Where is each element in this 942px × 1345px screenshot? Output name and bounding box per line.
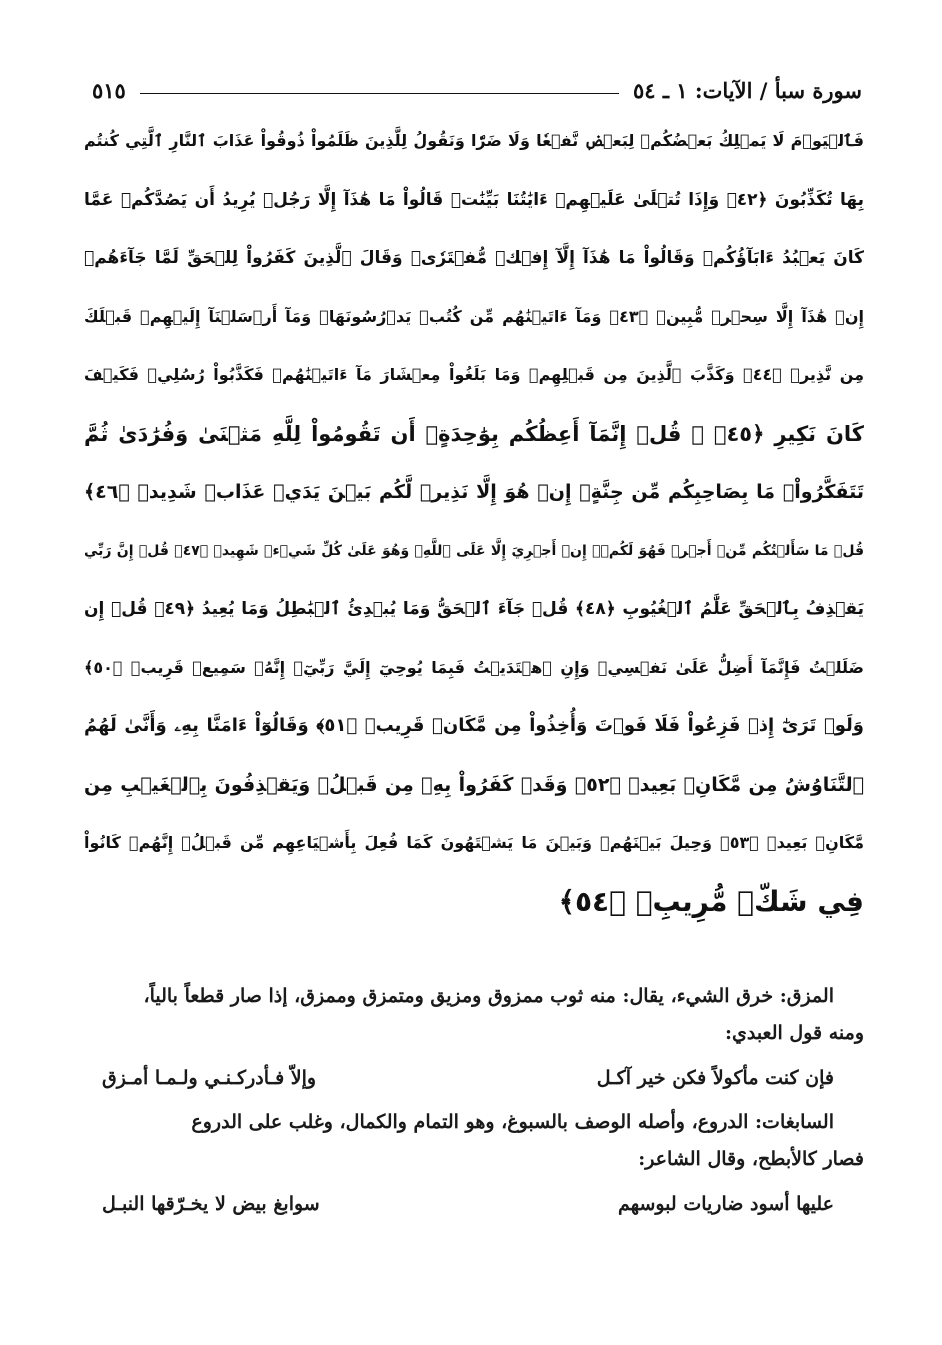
poem-verse: [92, 1184, 864, 1224]
header-rule: [140, 93, 619, 94]
verse-line: كَانَ نَكِيرِ ﴿٤٥﴾ ۞ قُلۡ إِنَّمَآ أَعِظُكُم بِوَٰحِدَةٍۖ أَن تَقُومُواْ لِلَّهِ مَثۡنَىٰ وَفُرَٰدَىٰ ثُمَّ: [84, 421, 864, 446]
note-paragraph: [92, 1015, 864, 1052]
verse-line: مَّكَانِۭ بَعِيدٖ ﴿٥٣﴾ وَحِيلَ بَيۡنَهُمۡ وَبَيۡنَ مَا يَشۡتَهُونَ كَمَا فُعِلَ بِأَشۡيَاعِهِم مِّن قَبۡلُۚ إِنَّهُمۡ كَانُواْ: [84, 833, 864, 852]
poem-first-hemistich: فإن كنت مأكولاً فكن خير آكـل: [596, 1067, 834, 1089]
verse-line: كَانَ يَعۡبُدُ ءَابَآؤُكُمۡ وَقَالُواْ مَا هَٰذَآ إِلَّآ إِفۡكٞ مُّفۡتَرٗىۚ وَقَالَ ٱلَّذِينَ كَفَرُواْ لِلۡحَقِّ لَمَّا جَآءَهُمۡ: [84, 248, 864, 268]
verse-line: مِن نَّذِيرٖ ﴿٤٤﴾ وَكَذَّبَ ٱلَّذِينَ مِن قَبۡلِهِمۡ وَمَا بَلَغُواْ مِعۡشَارَ مَآ ءَاتَيۡنَٰهُمۡ فَكَذَّبُواْ رُسُلِيۖ فَكَيۡفَ: [84, 365, 864, 384]
verse-line: يَقۡذِفُ بِٱلۡحَقِّ عَلَّٰمُ ٱلۡغُيُوبِ ﴿٤٨﴾ قُلۡ جَآءَ ٱلۡحَقُّ وَمَا يُبۡدِئُ ٱلۡبَٰطِلُ وَمَا يُعِيدُ ﴿٤٩﴾ قُلۡ إِن: [84, 599, 864, 619]
surah-title: سورة سبأ / الآيات: ١ ـ ٥٤: [632, 77, 862, 103]
quran-text: [84, 112, 864, 931]
poem-verse: [92, 1058, 864, 1098]
note-text: المزق: خرق الشيء، يقال: منه ثوب ممزوق ومزيق ومتمزق وممزق، إذا صار قطعاً بالياً،: [143, 985, 834, 1007]
verse-line: قُلۡ مَا سَأَلۡتُكُم مِّنۡ أَجۡرٖ فَهُوَ لَكُمۡۖ إِنۡ أَجۡرِيَ إِلَّا عَلَى ٱللَّهِۖ وَهُوَ عَلَىٰ كُلِّ شَيۡءٖ شَهِيدٞ ﴿٤٧﴾ قُلۡ إِنَّ رَبِّي: [84, 542, 864, 559]
poem-first-hemistich: عليها أسود ضاريات لبوسهم: [618, 1193, 834, 1215]
verse-line: بِهَا تُكَذِّبُونَ ﴿٤٢﴾ وَإِذَا تُتۡلَىٰ عَلَيۡهِمۡ ءَايَٰتُنَا بَيِّنَٰتٖ قَالُواْ مَا هَٰذَآ إِلَّا رَجُلٞ يُرِيدُ أَن يَصُدَّكُمۡ عَمَّا: [84, 189, 864, 210]
verse-line: فَٱلۡيَوۡمَ لَا يَمۡلِكُ بَعۡضُكُمۡ لِبَعۡضٖ نَّفۡعٗا وَلَا ضَرّٗا وَنَقُولُ لِلَّذِينَ ظَلَمُواْ ذُوقُواْ عَذَابَ ٱلنَّارِ ٱلَّتِي كُنتُم: [84, 131, 864, 150]
poem-second-hemistich: سوابغ بيض لا يخـرّقها النبـل: [102, 1193, 320, 1215]
note-text: فصار كالأبطح، وقال الشاعر:: [638, 1148, 864, 1170]
verse-line: ٱلتَّنَاوُشُ مِن مَّكَانِۭ بَعِيدٖ ﴿٥٢﴾ وَقَدۡ كَفَرُواْ بِهِۦ مِن قَبۡلُۖ وَيَقۡذِفُونَ بِٱلۡغَيۡبِ مِن: [84, 773, 864, 796]
verse-line: تَتَفَكَّرُواْۚ مَا بِصَاحِبِكُم مِّن جِنَّةٍۚ إِنۡ هُوَ إِلَّا نَذِيرٞ لَّكُم بَيۡنَ يَدَيۡ عَذَابٖ شَدِيدٖ ﴿٤٦﴾: [84, 481, 864, 503]
note-paragraph: [92, 1104, 864, 1141]
poem-second-hemistich: وإلاّ فـأدركـنـي ولـمـا أمـزق: [102, 1067, 317, 1089]
verse-line: إِنۡ هَٰذَآ إِلَّا سِحۡرٞ مُّبِينٞ ﴿٤٣﴾ وَمَآ ءَاتَيۡنَٰهُم مِّن كُتُبٖ يَدۡرُسُونَهَاۖ وَمَآ أَرۡسَلۡنَآ إِلَيۡهِمۡ قَبۡلَكَ: [84, 306, 864, 326]
verse-line: ضَلَلۡتُ فَإِنَّمَآ أَضِلُّ عَلَىٰ نَفۡسِيۖ وَإِنِ ٱهۡتَدَيۡتُ فَبِمَا يُوحِيٓ إِلَيَّ رَبِّيٓۚ إِنَّهُۥ سَمِيعٞ قَرِيبٞ ﴿٥٠﴾: [84, 657, 864, 677]
note-paragraph: [92, 1141, 864, 1178]
note-paragraph: [92, 978, 864, 1015]
page-header: [92, 72, 862, 108]
note-text: السابغات: الدروع، وأصله الوصف بالسبوغ، وهو التمام والكمال، وغلب على الدروع: [191, 1111, 834, 1133]
footnotes: [92, 978, 864, 1230]
verse-line: وَلَوۡ تَرَىٰٓ إِذۡ فَزِعُواْ فَلَا فَوۡتَ وَأُخِذُواْ مِن مَّكَانٖ قَرِيبٖ ﴿٥١﴾ وَقَالُوٓاْ ءَامَنَّا بِهِۦ وَأَنَّىٰ لَهُمُ: [84, 715, 864, 736]
note-text: ومنه قول العبدي:: [724, 1022, 864, 1044]
verse-line: فِي شَكّٖ مُّرِيبِۭ ﴿٥٤﴾: [558, 884, 864, 918]
page-number: ٥١٥: [92, 77, 126, 103]
